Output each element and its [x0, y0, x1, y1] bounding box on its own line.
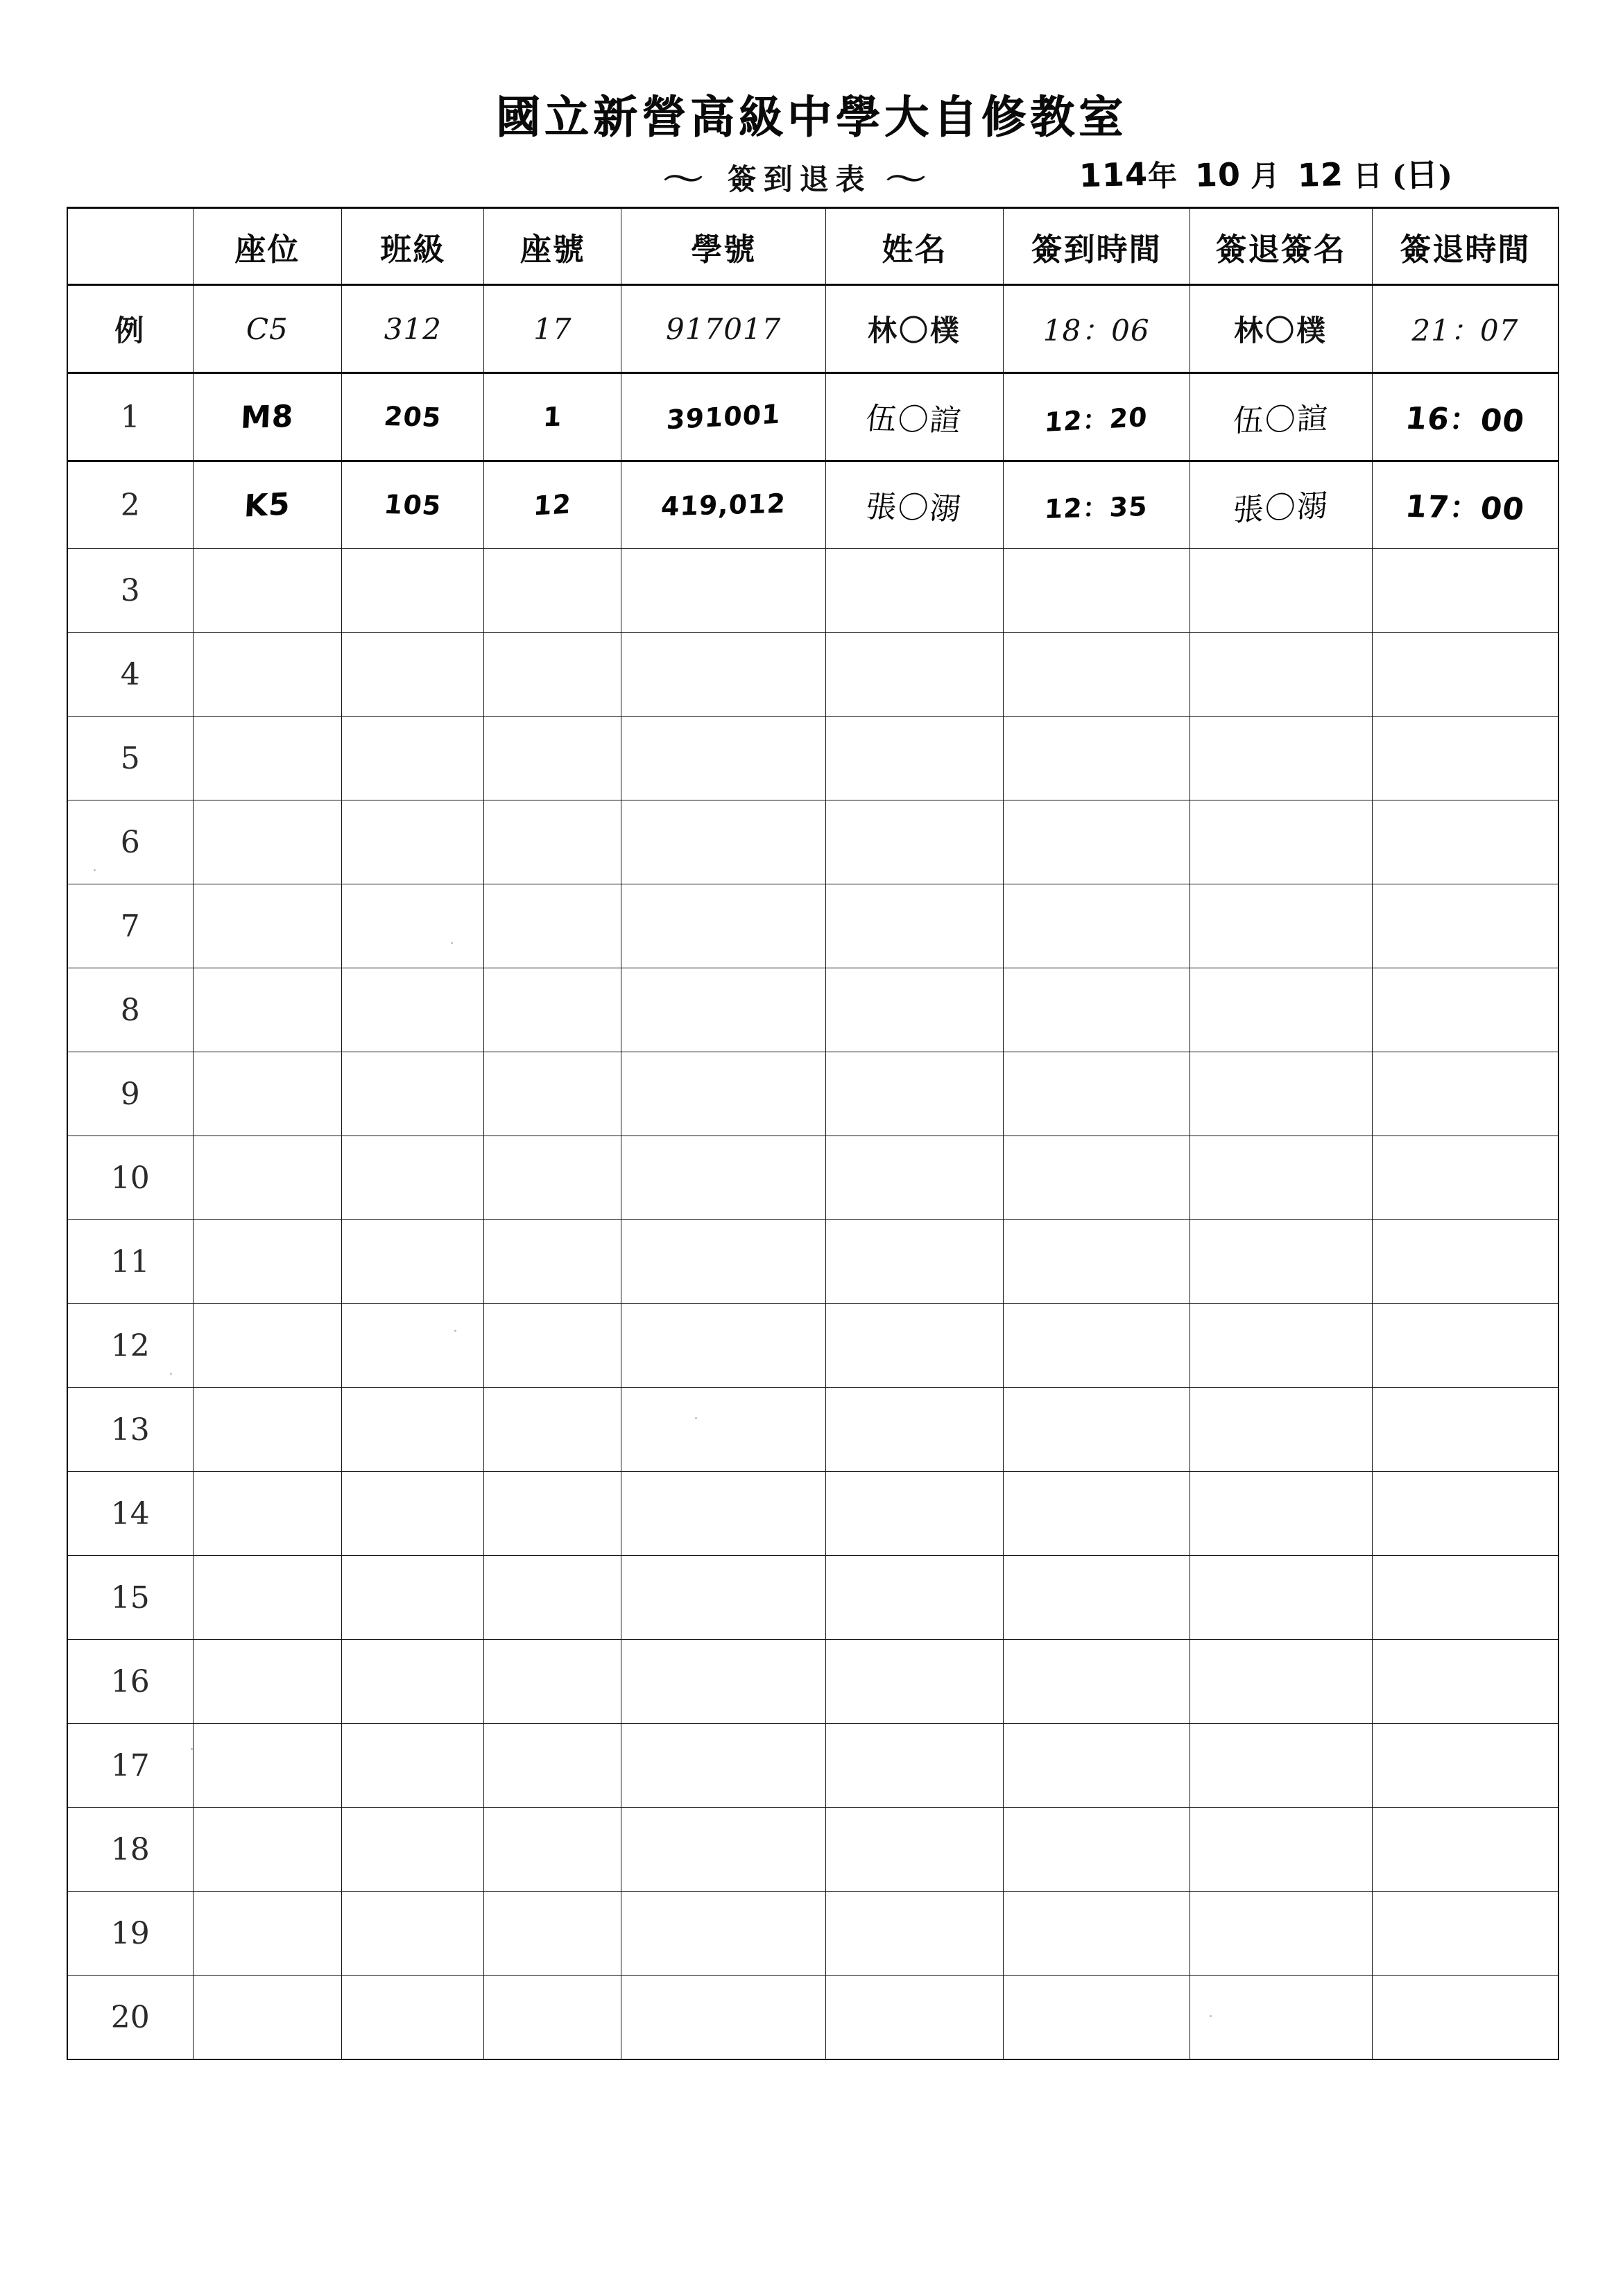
cell-name[interactable] — [826, 1136, 1004, 1220]
cell-sign-out-signature[interactable] — [1190, 968, 1372, 1052]
cell-sign-out-time[interactable] — [1372, 884, 1558, 968]
cell-sign-out-signature[interactable] — [1190, 1808, 1372, 1892]
scan-speck — [191, 1748, 193, 1750]
scan-speck — [94, 869, 96, 871]
row-number — [67, 1304, 193, 1388]
cell-sign-out-time[interactable] — [1372, 1136, 1558, 1220]
cell-number[interactable] — [484, 884, 621, 968]
cell-sign-in-time[interactable] — [1003, 1976, 1190, 2060]
cell-sign-out-signature[interactable] — [1190, 1556, 1372, 1640]
cell-class-text: 205 — [382, 400, 443, 434]
cell-student-id[interactable] — [621, 800, 826, 884]
cell-student-id[interactable] — [621, 717, 826, 800]
cell-sign-out-time[interactable] — [1372, 717, 1558, 800]
cell-seat[interactable] — [193, 1304, 342, 1388]
cell-seat[interactable] — [193, 1640, 342, 1724]
cell-number[interactable] — [484, 1388, 621, 1472]
row-number — [67, 884, 193, 968]
date-day-unit: 日 — [1352, 158, 1383, 194]
cell-seat[interactable] — [193, 717, 342, 800]
row-number — [67, 800, 193, 884]
row-number — [67, 373, 193, 461]
cell-sign-out-time — [1372, 285, 1558, 373]
cell-seat[interactable] — [193, 373, 342, 461]
table-row — [67, 884, 1558, 968]
cell-number[interactable] — [484, 968, 621, 1052]
cell-name-text: 伍〇諠 — [864, 401, 964, 439]
date-month-unit: 月 — [1250, 158, 1280, 194]
row-number-text: 9 — [120, 1076, 140, 1112]
cell-name[interactable] — [826, 1640, 1004, 1724]
row-number — [67, 1808, 193, 1892]
cell-sign-out-signature[interactable] — [1190, 1220, 1372, 1304]
cell-name-text: 張〇溺 — [864, 489, 964, 527]
cell-sign-in-time[interactable] — [1003, 1556, 1190, 1640]
cell-student-id[interactable] — [621, 1220, 826, 1304]
cell-seat[interactable] — [193, 884, 342, 968]
cell-sign-in-time[interactable] — [1003, 633, 1190, 717]
cell-number[interactable] — [484, 717, 621, 800]
row-number — [67, 461, 193, 549]
cell-sign-out-signature[interactable] — [1190, 1388, 1372, 1472]
cell-student-id[interactable] — [621, 1808, 826, 1892]
cell-sign-out-time[interactable] — [1372, 549, 1558, 633]
cell-class[interactable] — [342, 968, 484, 1052]
row-number-text: 7 — [120, 908, 140, 944]
header-rownum-cell — [67, 208, 193, 285]
cell-number[interactable] — [484, 1976, 621, 2060]
cell-sign-in-time[interactable] — [1003, 1136, 1190, 1220]
column-header: 座位 — [193, 208, 342, 285]
cell-class[interactable] — [342, 717, 484, 800]
date-year-value: 114 — [1079, 155, 1149, 195]
table-row — [67, 1556, 1558, 1640]
cell-name[interactable] — [826, 1892, 1004, 1976]
table-row — [67, 717, 1558, 800]
weekday-close-paren: ) — [1438, 158, 1453, 194]
column-header: 簽退時間 — [1372, 208, 1558, 285]
row-number-text: 4 — [120, 656, 140, 692]
cell-class[interactable] — [342, 461, 484, 549]
cell-seat[interactable] — [193, 1472, 342, 1556]
row-number-text: 17 — [110, 1747, 150, 1783]
cell-student-id[interactable] — [621, 633, 826, 717]
cell-name[interactable] — [826, 1304, 1004, 1388]
table-row — [67, 968, 1558, 1052]
cell-sign-out-time-text: 16：00 — [1403, 400, 1527, 440]
cell-sign-out-time[interactable] — [1372, 1304, 1558, 1388]
cell-sign-out-time[interactable] — [1372, 800, 1558, 884]
cell-student-id[interactable] — [621, 373, 826, 461]
cell-sign-out-time[interactable] — [1372, 1724, 1558, 1808]
cell-number[interactable] — [484, 373, 621, 461]
cell-seat[interactable] — [193, 1136, 342, 1220]
date-month-value: 10 — [1194, 155, 1242, 194]
cell-number[interactable] — [484, 461, 621, 549]
cell-sign-out-time[interactable] — [1372, 1220, 1558, 1304]
row-number-text: 18 — [110, 1831, 150, 1867]
cell-sign-in-time[interactable] — [1003, 549, 1190, 633]
cell-number[interactable] — [484, 1304, 621, 1388]
cell-name[interactable] — [826, 1808, 1004, 1892]
cell-seat[interactable] — [193, 1388, 342, 1472]
cell-number[interactable] — [484, 1724, 621, 1808]
table-row-example — [67, 285, 1558, 373]
cell-class[interactable] — [342, 1304, 484, 1388]
table-row — [67, 1892, 1558, 1976]
cell-seat — [193, 285, 342, 373]
cell-class[interactable] — [342, 1220, 484, 1304]
table-row — [67, 1472, 1558, 1556]
cell-name[interactable] — [826, 968, 1004, 1052]
cell-seat[interactable] — [193, 549, 342, 633]
form-subtitle — [662, 157, 936, 198]
scan-speck — [451, 942, 453, 944]
cell-number[interactable] — [484, 1556, 621, 1640]
cell-number-text: 17 — [533, 311, 572, 346]
row-number — [67, 717, 193, 800]
table-row — [67, 549, 1558, 633]
cell-sign-out-signature[interactable] — [1190, 1892, 1372, 1976]
cell-class[interactable] — [342, 1388, 484, 1472]
column-header: 學號 — [621, 208, 826, 285]
cell-seat[interactable] — [193, 1220, 342, 1304]
table-row — [67, 1136, 1558, 1220]
row-number-text: 3 — [120, 572, 140, 608]
column-header: 姓名 — [826, 208, 1004, 285]
cell-sign-out-time[interactable] — [1372, 1892, 1558, 1976]
cell-name — [826, 285, 1004, 373]
cell-number[interactable] — [484, 1472, 621, 1556]
cell-number[interactable] — [484, 1808, 621, 1892]
cell-sign-out-time[interactable] — [1372, 1640, 1558, 1724]
cell-seat-text: K5 — [243, 486, 291, 524]
cell-sign-out-signature[interactable] — [1190, 1052, 1372, 1136]
cell-name[interactable] — [826, 373, 1004, 461]
cell-sign-out-signature[interactable] — [1190, 1472, 1372, 1556]
cell-seat[interactable] — [193, 968, 342, 1052]
scan-speck — [454, 1330, 456, 1332]
scan-speck — [695, 1417, 697, 1419]
cell-student-id[interactable] — [621, 1136, 826, 1220]
cell-sign-out-time[interactable] — [1372, 1472, 1558, 1556]
cell-sign-out-signature[interactable] — [1190, 1640, 1372, 1724]
cell-class[interactable] — [342, 1640, 484, 1724]
cell-seat[interactable] — [193, 1976, 342, 2060]
cell-student-id[interactable] — [621, 1556, 826, 1640]
cell-sign-in-time[interactable] — [1003, 1640, 1190, 1724]
cell-name[interactable] — [826, 1388, 1004, 1472]
cell-number-text: 12 — [533, 488, 573, 522]
table-row — [67, 800, 1558, 884]
example-label-text: 例 — [114, 314, 146, 348]
cell-number[interactable] — [484, 1136, 621, 1220]
example-label — [67, 285, 193, 373]
cell-name[interactable] — [826, 717, 1004, 800]
cell-number[interactable] — [484, 633, 621, 717]
row-number-text: 10 — [110, 1160, 150, 1196]
cell-class[interactable] — [342, 633, 484, 717]
cell-sign-in-time[interactable] — [1003, 1220, 1190, 1304]
cell-sign-out-time[interactable] — [1372, 633, 1558, 717]
cell-sign-in-time[interactable] — [1003, 968, 1190, 1052]
date-year-unit: 年 — [1147, 158, 1178, 194]
cell-sign-out-signature — [1190, 285, 1372, 373]
cell-seat[interactable] — [193, 1892, 342, 1976]
cell-class[interactable] — [342, 1472, 484, 1556]
cell-sign-out-signature[interactable] — [1190, 549, 1372, 633]
cell-number[interactable] — [484, 549, 621, 633]
cell-sign-in-time[interactable] — [1003, 373, 1190, 461]
table-header-row — [67, 208, 1558, 285]
cell-student-id[interactable] — [621, 461, 826, 549]
cell-name[interactable] — [826, 549, 1004, 633]
cell-sign-in-time[interactable] — [1003, 717, 1190, 800]
cell-student-id[interactable] — [621, 549, 826, 633]
row-number — [67, 968, 193, 1052]
cell-sign-out-signature[interactable] — [1190, 633, 1372, 717]
cell-seat[interactable] — [193, 461, 342, 549]
cell-class-text: 105 — [382, 488, 443, 522]
table-row — [67, 633, 1558, 717]
cell-student-id[interactable] — [621, 1724, 826, 1808]
cell-class[interactable] — [342, 800, 484, 884]
cell-class — [342, 285, 484, 373]
row-number-text: 14 — [110, 1496, 150, 1532]
cell-sign-out-time[interactable] — [1372, 373, 1558, 461]
attendance-table — [67, 207, 1559, 2060]
table-row — [67, 1640, 1558, 1724]
table-row — [67, 461, 1558, 549]
cell-name[interactable] — [826, 884, 1004, 968]
cell-sign-in-time — [1003, 285, 1190, 373]
row-number — [67, 633, 193, 717]
cell-sign-out-signature[interactable] — [1190, 1976, 1372, 2060]
row-number-text: 6 — [120, 824, 140, 860]
column-header: 簽退簽名 — [1190, 208, 1372, 285]
cell-name[interactable] — [826, 1220, 1004, 1304]
cell-seat[interactable] — [193, 800, 342, 884]
cell-sign-in-time[interactable] — [1003, 1724, 1190, 1808]
table-row — [67, 1220, 1558, 1304]
cell-sign-out-time[interactable] — [1372, 461, 1558, 549]
table-row — [67, 1808, 1558, 1892]
row-number-text: 19 — [110, 1915, 150, 1951]
row-number — [67, 1136, 193, 1220]
column-header: 班級 — [342, 208, 484, 285]
table-row — [67, 1304, 1558, 1388]
cell-sign-out-time[interactable] — [1372, 1808, 1558, 1892]
cell-sign-in-time[interactable] — [1003, 800, 1190, 884]
row-number — [67, 1388, 193, 1472]
cell-student-id[interactable] — [621, 1388, 826, 1472]
cell-sign-out-signature[interactable] — [1190, 1304, 1372, 1388]
cell-student-id-text: 391001 — [665, 398, 782, 436]
cell-class-text: 312 — [384, 311, 442, 346]
cell-sign-out-signature[interactable] — [1190, 884, 1372, 968]
cell-student-id[interactable] — [621, 968, 826, 1052]
cell-sign-out-signature[interactable] — [1190, 800, 1372, 884]
cell-sign-in-time[interactable] — [1003, 1808, 1190, 1892]
cell-seat[interactable] — [193, 1052, 342, 1136]
row-number — [67, 1724, 193, 1808]
cell-sign-out-time[interactable] — [1372, 1052, 1558, 1136]
cell-class[interactable] — [342, 1892, 484, 1976]
weekday-open-paren: ( — [1391, 158, 1407, 194]
cell-name[interactable] — [826, 461, 1004, 549]
cell-name[interactable] — [826, 800, 1004, 884]
cell-class[interactable] — [342, 1724, 484, 1808]
cell-student-id[interactable] — [621, 1892, 826, 1976]
cell-sign-out-time[interactable] — [1372, 968, 1558, 1052]
row-number-text: 1 — [120, 399, 140, 435]
cell-class[interactable] — [342, 1052, 484, 1136]
cell-sign-in-time-text: 12：20 — [1044, 401, 1149, 438]
cell-number[interactable] — [484, 1892, 621, 1976]
cell-number[interactable] — [484, 1220, 621, 1304]
scan-speck — [1210, 2015, 1212, 2017]
subtitle-text: 簽到退表 — [727, 162, 872, 196]
cell-sign-out-time[interactable] — [1372, 1556, 1558, 1640]
cell-student-id-text: 419,012 — [660, 488, 787, 522]
cell-seat[interactable] — [193, 1556, 342, 1640]
cell-class[interactable] — [342, 1136, 484, 1220]
wave-left-decoration: 〜 — [662, 162, 714, 196]
row-number — [67, 1052, 193, 1136]
table-row — [67, 1052, 1558, 1136]
cell-sign-out-signature-text: 伍〇諠 — [1232, 401, 1330, 439]
cell-name[interactable] — [826, 633, 1004, 717]
cell-name-text: 林〇樸 — [867, 314, 961, 348]
table-row — [67, 1388, 1558, 1472]
cell-sign-out-time-text: 21：07 — [1411, 314, 1519, 348]
cell-name[interactable] — [826, 1724, 1004, 1808]
cell-sign-in-time[interactable] — [1003, 1304, 1190, 1388]
column-header: 簽到時間 — [1003, 208, 1190, 285]
date-field[interactable] — [1079, 150, 1452, 196]
cell-sign-in-time[interactable] — [1003, 1052, 1190, 1136]
cell-sign-in-time-text: 18：06 — [1042, 314, 1150, 348]
row-number-text: 8 — [120, 992, 140, 1028]
row-number-text: 15 — [110, 1579, 150, 1616]
cell-sign-out-time[interactable] — [1372, 1388, 1558, 1472]
row-number — [67, 1640, 193, 1724]
row-number — [67, 1220, 193, 1304]
cell-sign-in-time[interactable] — [1003, 1892, 1190, 1976]
cell-class[interactable] — [342, 373, 484, 461]
scan-speck — [170, 1373, 172, 1375]
cell-student-id[interactable] — [621, 1976, 826, 2060]
cell-student-id — [621, 285, 826, 373]
cell-sign-in-time[interactable] — [1003, 884, 1190, 968]
page-title: 國立新營高級中學大自修教室 — [496, 92, 1127, 144]
cell-sign-out-signature[interactable] — [1190, 1724, 1372, 1808]
row-number-text: 5 — [120, 740, 140, 776]
row-number — [67, 1976, 193, 2060]
cell-student-id[interactable] — [621, 1304, 826, 1388]
cell-seat[interactable] — [193, 1724, 342, 1808]
cell-sign-out-signature[interactable] — [1190, 1136, 1372, 1220]
cell-sign-out-signature[interactable] — [1190, 373, 1372, 461]
cell-seat[interactable] — [193, 1808, 342, 1892]
cell-name[interactable] — [826, 1976, 1004, 2060]
cell-sign-out-time[interactable] — [1372, 1976, 1558, 2060]
subtitle-and-date-line — [0, 154, 1623, 209]
cell-number[interactable] — [484, 1052, 621, 1136]
cell-sign-out-signature-text: 林〇樸 — [1234, 314, 1328, 348]
date-day-value: 12 — [1297, 155, 1344, 194]
cell-class[interactable] — [342, 884, 484, 968]
cell-name[interactable] — [826, 1556, 1004, 1640]
cell-number-text: 1 — [542, 401, 563, 433]
cell-number[interactable] — [484, 800, 621, 884]
cell-number[interactable] — [484, 1640, 621, 1724]
cell-sign-out-signature[interactable] — [1190, 461, 1372, 549]
table-row — [67, 1724, 1558, 1808]
cell-seat-text: C5 — [246, 311, 289, 346]
row-number-text: 2 — [120, 487, 140, 523]
cell-sign-in-time-text: 12：35 — [1044, 490, 1149, 524]
cell-sign-in-time[interactable] — [1003, 1388, 1190, 1472]
row-number-text: 20 — [110, 1999, 150, 2035]
row-number-text: 12 — [110, 1328, 150, 1364]
cell-name[interactable] — [826, 1052, 1004, 1136]
cell-seat[interactable] — [193, 633, 342, 717]
cell-class[interactable] — [342, 1556, 484, 1640]
row-number — [67, 1556, 193, 1640]
row-number-text: 16 — [110, 1663, 150, 1699]
cell-student-id[interactable] — [621, 1472, 826, 1556]
row-number-text: 11 — [110, 1244, 150, 1280]
cell-sign-out-signature[interactable] — [1190, 717, 1372, 800]
table-row — [67, 373, 1558, 461]
row-number — [67, 549, 193, 633]
cell-student-id[interactable] — [621, 1052, 826, 1136]
cell-class[interactable] — [342, 1976, 484, 2060]
cell-sign-in-time[interactable] — [1003, 461, 1190, 549]
cell-student-id[interactable] — [621, 1640, 826, 1724]
cell-name[interactable] — [826, 1472, 1004, 1556]
cell-student-id-text: 917017 — [666, 311, 782, 346]
cell-class[interactable] — [342, 1808, 484, 1892]
row-number-text: 13 — [110, 1412, 150, 1448]
date-weekday-value: 日 — [1405, 155, 1439, 194]
cell-sign-out-time-text: 17：00 — [1403, 488, 1527, 528]
cell-seat-text: M8 — [240, 398, 295, 436]
table-row — [67, 1976, 1558, 2060]
cell-student-id[interactable] — [621, 884, 826, 968]
cell-number — [484, 285, 621, 373]
cell-sign-in-time[interactable] — [1003, 1472, 1190, 1556]
row-number — [67, 1892, 193, 1976]
cell-sign-out-signature-text: 張〇溺 — [1232, 488, 1330, 529]
column-header: 座號 — [484, 208, 621, 285]
wave-right-decoration: 〜 — [885, 162, 936, 196]
row-number — [67, 1472, 193, 1556]
cell-class[interactable] — [342, 549, 484, 633]
